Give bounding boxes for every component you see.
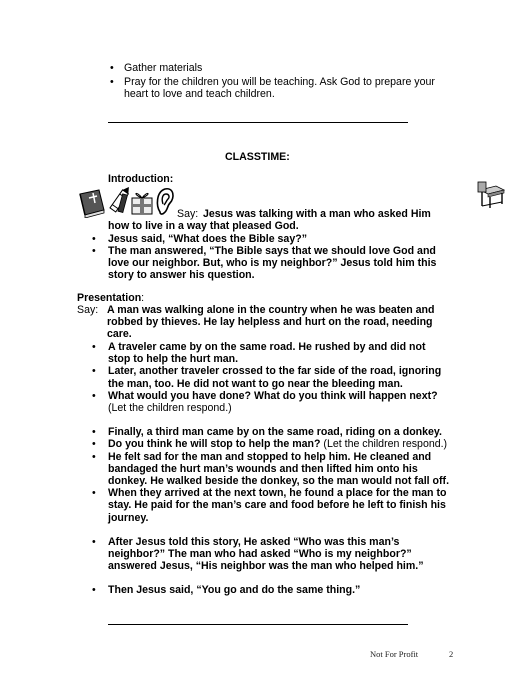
presentation-bullet-3-text: What would you have done? What do you think will happen next? xyxy=(108,389,438,402)
presentation-bullet-9: • Then Jesus said, “You go and do the same thing.” xyxy=(92,584,361,597)
document-page: • Gather materials • Pray for the children you will be teaching. Ask God to prepare your heart to love and teach children. CLASSTIME: Introduction: Say: Jesus was talking with a man who asked Him how to live in a way that pleased God. • Jesus said, “What does the Bible say?” • The man answered, “The Bible says that we should love God and love our neighbor. But, who is my neighbor?” Jesus told him this story to answer his question. Presentation: Say: A man was walking alone in the country when he was beaten and robbed by thieves. He lay helpless and hurt on the road, needing care. • A traveler came by on the same road. He rushed by and did not stop to help the hurt man. • Later, another traveler crossed to the far side of the road, ignoring the man, too. He did not want to go near the bleeding man. • What would you have done? What do you think will happen next? (Let the children respond.) • Finally, a third man came by on the same road, riding on a donkey. • Do you think he will stop to help the man? (Let the children respond.) • He felt sad for the man and stopped to help him. He cleaned and bandaged the hurt man’s wounds and then lifted him onto his donkey. He walked beside the donkey, so the man would not fall off. • When they arrived at the next town, he found a place for the man to stay. He paid for the man’s care and food before he left to finish his journey. • After Jesus told this story, He asked “Who was this man’s neighbor?” The man who had asked “Who is my neighbor?” answered Jesus, “His neighbor was the man who helped him.” • Then Jesus said, “You go and do the same thing.” Not For Profit 2 xyxy=(0,0,532,688)
intro-say-body: Jesus was talking with a man who asked Him how to live in a way that pleased God. xyxy=(108,208,431,233)
footer-page-number: 2 xyxy=(449,649,454,659)
presentation-bullet-2-text: Later, another traveler crossed to the far side of the road, ignoring the man, too. He did not want to go near the bleeding man. xyxy=(108,365,442,390)
presentation-heading-colon: : xyxy=(141,292,145,304)
presentation-bullet-9-text: Then Jesus said, “You go and do the same thing.” xyxy=(108,584,361,597)
intro-bullet-2-text: The man answered, “The Bible says that we should love God and love our neighbor. But, who is my neighbor?” Jesus told him this story to answer his question. xyxy=(108,245,437,282)
presentation-say-body: A man was walking alone in the country when he was beaten and robbed by thieves. He lay helpless and hurt on the road, needing care. xyxy=(107,304,435,341)
presentation-bullet-5-text: Do you think he will stop to help the man? xyxy=(108,438,321,451)
classtime-heading: CLASSTIME: xyxy=(225,151,290,163)
intro-say-prefix: Say: xyxy=(177,208,199,220)
presentation-bullet-7: • When they arrived at the next town, he found a place for the man to stay. He paid for the man’s care and food before he left to finish his journey. xyxy=(92,487,447,524)
presentation-bullet-7-text: When they arrived at the next town, he found a place for the man to stay. He paid for the man’s care and food before he left to finish his journey. xyxy=(108,487,447,524)
presentation-bullet-6-text: He felt sad for the man and stopped to help him. He cleaned and bandaged the hurt man’s wounds and then lifted him onto his donkey. He walked beside the donkey, so the man would not fall off. xyxy=(108,450,450,488)
intro-say-text xyxy=(108,208,454,232)
divider-top xyxy=(108,122,408,123)
footer-text: Not For Profit xyxy=(370,649,419,659)
divider-bottom xyxy=(108,624,408,625)
introduction-heading: Introduction: xyxy=(108,173,174,185)
presentation-heading xyxy=(77,292,144,304)
presentation-heading-text: Presentation xyxy=(77,292,142,304)
presentation-bullet-1-text: A traveler came by on the same road. He rushed by and did not stop to help the hurt man. xyxy=(108,341,426,366)
presentation-bullet-3: • What would you have done? What do you think will happen next? (Let the children respond.) xyxy=(92,389,438,415)
presentation-bullet-8: • After Jesus told this story, He asked “Who was this man’s neighbor?” The man who had asked “Who is my neighbor?” answered Jesus, “His neighbor was the man who helped him.” xyxy=(92,535,424,573)
presentation-bullets xyxy=(92,341,462,597)
prep-item-2-text: Pray for the children you will be teaching. Ask God to prepare your heart to love and teach children. xyxy=(124,76,435,101)
presentation-say-text xyxy=(77,304,451,341)
presentation-say-prefix: Say: xyxy=(77,304,99,316)
presentation-bullet-5-note: (Let the children respond.) xyxy=(323,438,448,451)
presentation-bullet-2: • Later, another traveler crossed to the far side of the road, ignoring the man, too. He did not want to go near the bleeding man. xyxy=(92,365,442,390)
presentation-bullet-1: • A traveler came by on the same road. He rushed by and did not stop to help the hurt man. xyxy=(92,341,426,366)
school-desk-icon xyxy=(476,180,508,210)
intro-bullet-1-text: Jesus said, “What does the Bible say?” xyxy=(108,233,307,245)
presentation-bullet-6: • He felt sad for the man and stopped to help him. He cleaned and bandaged the hurt man’s wounds and then lifted him onto his donkey. He walked beside the donkey, so the man would not fall off. xyxy=(92,450,450,488)
presentation-bullet-4-text: Finally, a third man came by on the same road, riding on a donkey. xyxy=(108,426,442,439)
presentation-bullet-4: • Finally, a third man came by on the same road, riding on a donkey. xyxy=(92,426,442,439)
presentation-bullet-5: • Do you think he will stop to help the man? (Let the children respond.) xyxy=(92,438,448,451)
presentation-bullet-3-note: (Let the children respond.) xyxy=(108,402,232,415)
bible-icon xyxy=(77,186,107,218)
presentation-bullet-8-text: After Jesus told this story, He asked “Who was this man’s neighbor?” The man who had asked “Who is my neighbor?” answered Jesus, “His neighbor was the man who helped him.” xyxy=(108,535,424,573)
prep-item-1-text: Gather materials xyxy=(124,62,203,74)
